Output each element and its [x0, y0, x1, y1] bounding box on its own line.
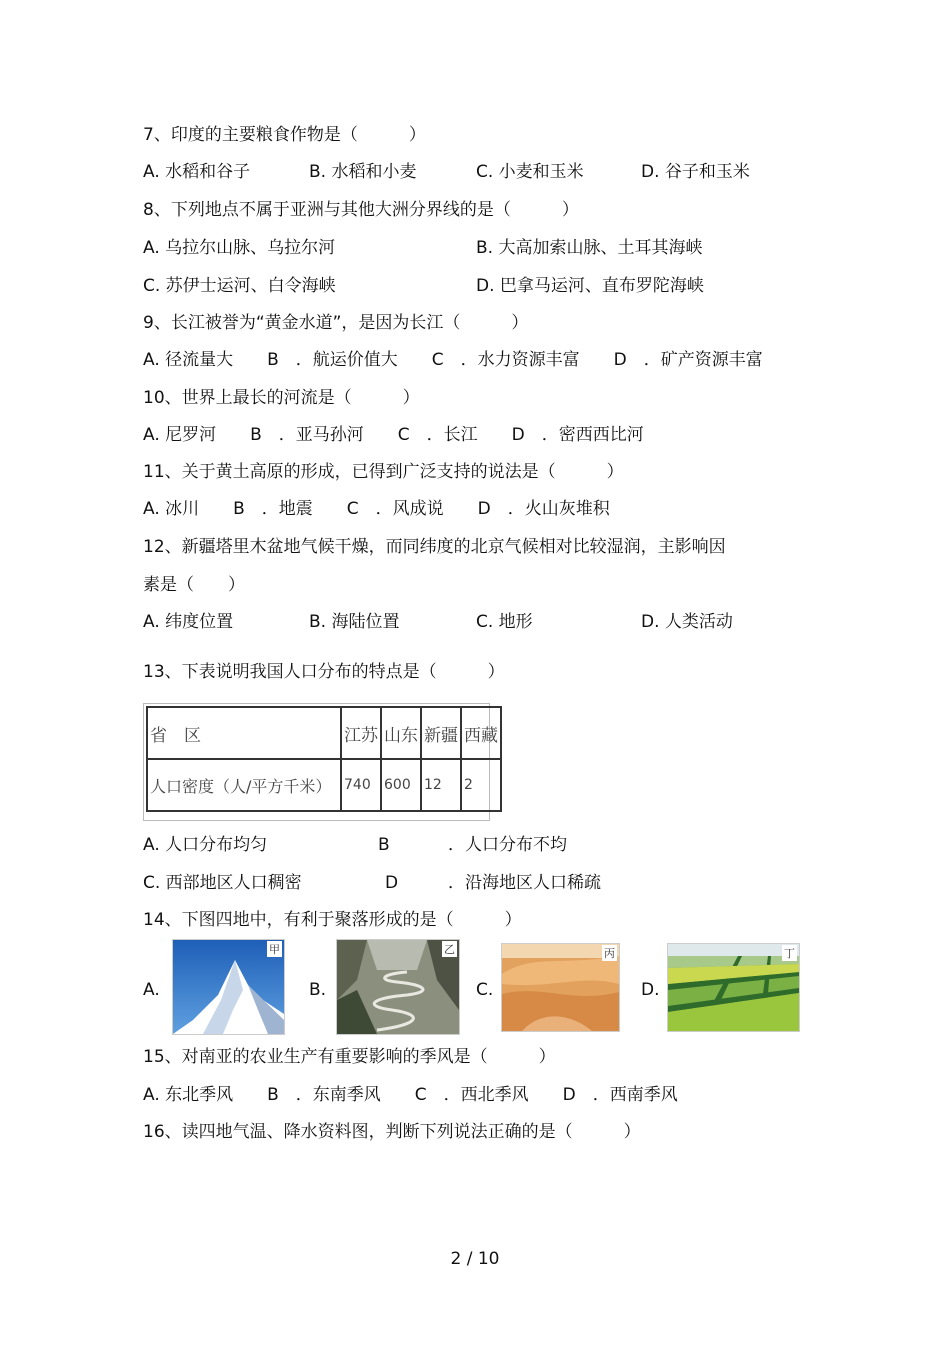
q12-option-d: D. 人类活动	[641, 612, 733, 632]
q14-stem: 14、下图四地中，有利于聚落形成的是（ ）	[143, 910, 522, 930]
q15-stem: 15、对南亚的农业生产有重要影响的季风是（ ）	[143, 1047, 556, 1067]
q12-option-c: C. 地形	[476, 612, 533, 632]
image-tag: 丙	[604, 947, 615, 960]
q8-option-b: B. 大高加索山脉、土耳其海峡	[476, 238, 703, 258]
table-cell: 12	[421, 759, 461, 811]
q12-stem-line2: 素是（ ）	[143, 575, 245, 595]
table-cell: 740	[341, 759, 381, 811]
q13-option-d-letter: D	[385, 873, 399, 893]
q13-option-b-text: ．人口分布不均	[448, 835, 567, 855]
q10-options: A. 尼罗河 B ．亚马孙河 C ．长江 D ．密西西比河	[143, 425, 644, 445]
q11-options: A. 冰川 B ．地震 C ．风成说 D ．火山灰堆积	[143, 499, 610, 519]
q13-option-b-letter: B	[378, 835, 390, 855]
q13-stem: 13、下表说明我国人口分布的特点是（ ）	[143, 662, 505, 682]
table-cell: 2	[461, 759, 501, 811]
population-density-table	[146, 706, 502, 812]
q7-option-c: C. 小麦和玉米	[476, 162, 584, 182]
q8-option-d: D. 巴拿马运河、直布罗陀海峡	[476, 276, 704, 296]
image-tag: 甲	[269, 943, 280, 956]
mountain-image	[172, 939, 285, 1035]
q15-options: A. 东北季风 B ．东南季风 C ．西北季风 D ．西南季风	[143, 1085, 678, 1105]
table-row	[147, 707, 501, 759]
table-cell: 人口密度（人/平方千米）	[147, 759, 341, 811]
q14-label-a: A.	[143, 980, 160, 1000]
q8-stem: 8、下列地点不属于亚洲与其他大洲分界线的是（ ）	[143, 200, 579, 220]
desert-image	[501, 943, 620, 1032]
q7-option-b: B. 水稻和小麦	[309, 162, 417, 182]
q9-options: A. 径流量大 B ．航运价值大 C ．水力资源丰富 D ．矿产资源丰富	[143, 350, 763, 370]
image-tag: 丁	[784, 947, 795, 960]
q14-label-c: C.	[476, 980, 494, 1000]
table-cell: 600	[381, 759, 421, 811]
q8-option-a: A. 乌拉尔山脉、乌拉尔河	[143, 238, 336, 258]
q13-option-a: A. 人口分布均匀	[143, 835, 268, 855]
q10-stem: 10、世界上最长的河流是（ ）	[143, 388, 420, 408]
q12-option-b: B. 海陆位置	[309, 612, 400, 632]
q11-stem: 11、关于黄土高原的形成，已得到广泛支持的说法是（ ）	[143, 462, 624, 482]
q13-option-d-text: ．沿海地区人口稀疏	[448, 873, 601, 893]
table-header-cell: 省 区	[147, 707, 341, 759]
table-header-cell: 江苏	[341, 707, 381, 759]
q12-stem-line1: 12、新疆塔里木盆地气候干燥，而同纬度的北京气候相对比较湿润，主影响因	[143, 537, 726, 557]
winding-road-image	[336, 939, 460, 1035]
q7-stem: 7、印度的主要粮食作物是（ ）	[143, 125, 426, 145]
table-header-cell: 西藏	[461, 707, 501, 759]
table-row	[147, 759, 501, 811]
table-header-cell: 新疆	[421, 707, 461, 759]
table-header-cell: 山东	[381, 707, 421, 759]
q8-option-c: C. 苏伊士运河、白令海峡	[143, 276, 336, 296]
q13-option-c: C. 西部地区人口稠密	[143, 873, 302, 893]
q7-option-d: D. 谷子和玉米	[641, 162, 750, 182]
farmland-image	[667, 943, 800, 1032]
q9-stem: 9、长江被誉为“黄金水道”，是因为长江（ ）	[143, 313, 529, 333]
q14-label-d: D.	[641, 980, 660, 1000]
q7-option-a: A. 水稻和谷子	[143, 162, 251, 182]
q14-label-b: B.	[309, 980, 327, 1000]
q16-stem: 16、读四地气温、降水资料图，判断下列说法正确的是（ ）	[143, 1122, 641, 1142]
image-tag: 乙	[444, 943, 455, 956]
q12-option-a: A. 纬度位置	[143, 612, 234, 632]
page-number: 2 / 10	[450, 1249, 500, 1269]
